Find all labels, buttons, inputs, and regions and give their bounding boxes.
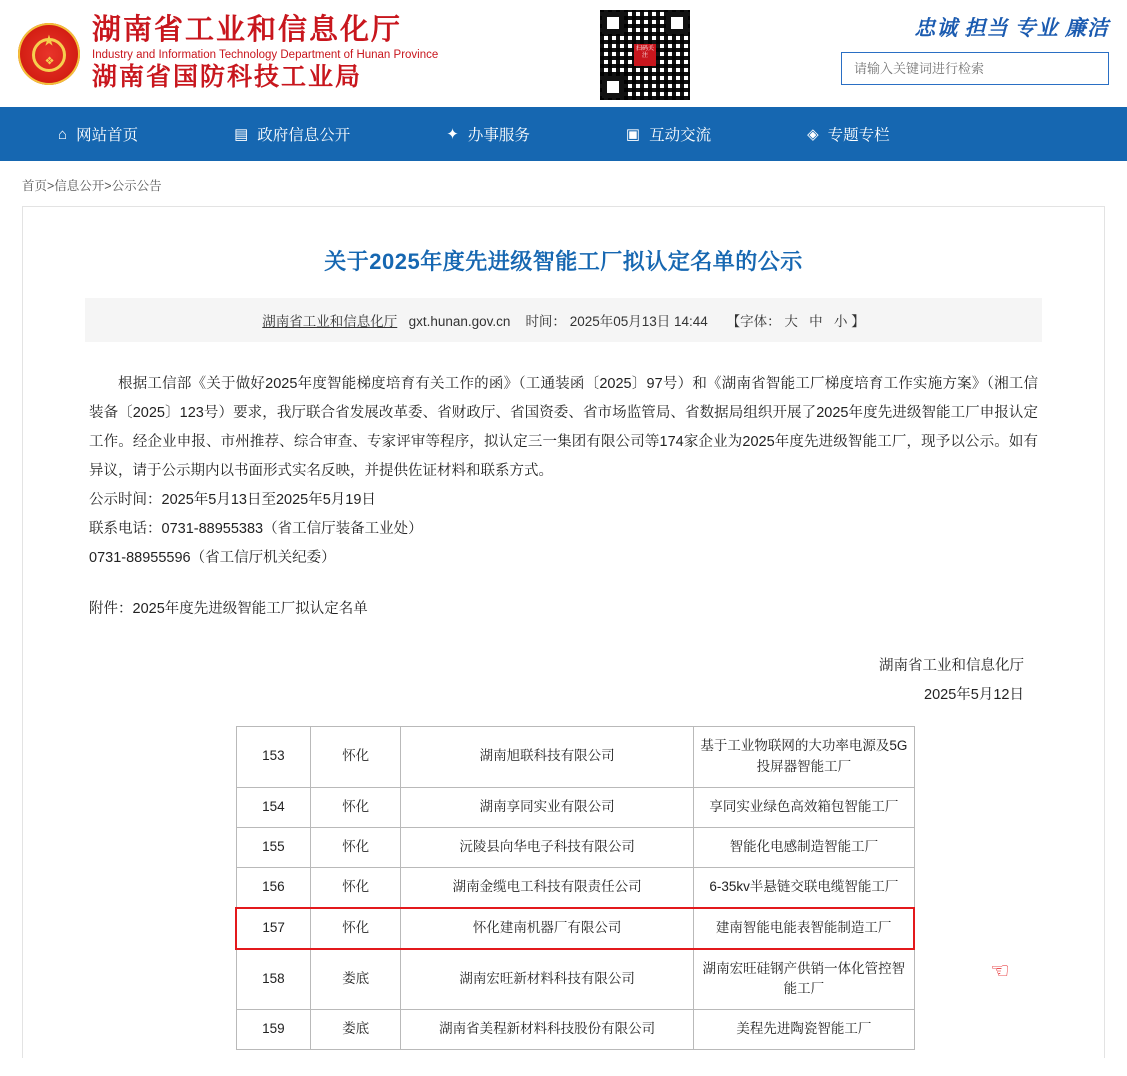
service-icon: ✦ <box>446 125 459 143</box>
cell-no: 159 <box>236 1010 311 1050</box>
article-source: 湖南省工业和信息化厅 <box>262 314 398 329</box>
table-row <box>236 727 914 788</box>
search-box[interactable] <box>841 52 1109 85</box>
cell-company: 湖南宏旺新材料科技有限公司 <box>401 949 694 1010</box>
cell-project: 建南智能电能表智能制造工厂 <box>694 908 914 949</box>
nav-item-label: 办事服务 <box>467 127 530 144</box>
font-size-close-bracket: 】 <box>851 314 865 329</box>
main-navigation <box>0 107 1127 161</box>
nav-item-topics[interactable] <box>807 123 890 145</box>
cell-project: 智能化电感制造智能工厂 <box>694 827 914 867</box>
font-size-large-button[interactable]: 大 <box>784 314 798 329</box>
org-titles <box>92 14 438 92</box>
table-row <box>236 827 914 867</box>
nav-item-label: 专题专栏 <box>827 127 890 144</box>
article-public-period: 公示时间：2025年5月13日至2025年5月19日 <box>89 492 376 508</box>
table-row <box>236 949 914 1010</box>
cell-project: 美程先进陶瓷智能工厂 <box>694 1010 914 1050</box>
cell-company: 怀化建南机器厂有限公司 <box>401 908 694 949</box>
cell-no: 157 <box>236 908 311 949</box>
article-time-value: 2025年05月13日 14:44 <box>569 314 708 329</box>
cell-no: 155 <box>236 827 311 867</box>
attachment-table <box>235 726 915 1050</box>
hand-pointer-icon: ☞ <box>990 958 1010 983</box>
search-input[interactable] <box>842 53 1108 84</box>
article-phone-1: 联系电话：0731-88955383（省工信厅装备工业处） <box>89 521 423 537</box>
header-right <box>841 12 1109 85</box>
cell-city: 怀化 <box>311 787 401 827</box>
emblem-star-icon: ★ <box>42 32 56 50</box>
cell-city: 娄底 <box>311 949 401 1010</box>
qr-code-icon <box>600 10 690 100</box>
cell-project: 湖南宏旺硅钢产供销一体化管控智能工厂 <box>694 949 914 1010</box>
cell-no: 154 <box>236 787 311 827</box>
page-title: 关于2025年度先进级智能工厂拟认定名单的公示 <box>324 249 803 274</box>
cell-company: 湖南金缆电工科技有限责任公司 <box>401 867 694 907</box>
org-title-line1: 湖南省工业和信息化厅 <box>92 14 403 47</box>
qr-finder-top-right <box>666 12 688 34</box>
article-meta-bar <box>85 298 1042 342</box>
breadcrumb[interactable]: 首页>信息公开>公示公告 <box>0 161 1127 206</box>
table-row <box>236 1010 914 1050</box>
article-attachment[interactable]: 附件：2025年度先进级智能工厂拟认定名单 <box>89 601 368 617</box>
cell-no: 158 <box>236 949 311 1010</box>
page-wrap <box>0 206 1127 1058</box>
nav-item-label: 互动交流 <box>649 127 712 144</box>
national-emblem-icon <box>18 23 80 85</box>
article-source-site: gxt.hunan.gov.cn <box>408 314 511 329</box>
cell-no: 153 <box>236 727 311 788</box>
nav-item-government-info[interactable] <box>234 123 350 145</box>
cell-company: 湖南旭联科技有限公司 <box>401 727 694 788</box>
nav-item-home[interactable] <box>58 123 138 145</box>
article-time-label: 时间： <box>525 314 566 329</box>
org-title-line2: 湖南省国防科技工业局 <box>92 63 363 91</box>
font-size-label: 【字体： <box>726 314 781 329</box>
nav-item-label: 网站首页 <box>76 127 139 144</box>
nav-item-label: 政府信息公开 <box>257 127 351 144</box>
cell-project: 享同实业绿色高效箱包智能工厂 <box>694 787 914 827</box>
article-card <box>22 206 1105 1058</box>
font-size-small-button[interactable]: 小 <box>833 314 848 329</box>
qr-finder-bottom-left <box>602 76 624 98</box>
cell-city: 娄底 <box>311 1010 401 1050</box>
document-icon: ▤ <box>234 125 249 143</box>
slogan-text: 忠诚 担当 专业 廉洁 <box>914 16 1109 40</box>
qr-finder-top-left <box>602 12 624 34</box>
signature-date: 2025年5月12日 <box>924 687 1024 703</box>
article-paragraph-1: 根据工信部《关于做好2025年度智能梯度培育有关工作的函》（工通装函〔2025〕97号）和《湖南省智能工厂梯度培育工作实施方案》（湘工信装备〔2025〕123号）要求，我厅联合省发展改革委、省财政厅、省国资委、省市场监管局、省数据局组织开展了2025年度先进级智能工厂申报认定工作。经企业申报、市州推荐、综合审查、专家评审等程序，拟认定三一集团有限公司等174家企业为2025年度先进级智能工厂，现予以公示。如有异议，请于公示期内以书面形式实名反映，并提供佐证材料和联系方式。 <box>89 376 1038 479</box>
home-icon: ⌂ <box>58 125 68 143</box>
chat-icon: ▣ <box>625 125 641 143</box>
nav-item-services[interactable] <box>446 123 530 145</box>
table-body <box>236 727 914 1050</box>
table-row <box>236 867 914 907</box>
cell-company: 湖南享同实业有限公司 <box>401 787 694 827</box>
table-row-highlighted <box>236 908 914 949</box>
cell-project: 6-35kv半悬链交联电缆智能工厂 <box>694 867 914 907</box>
org-title-english: Industry and Information Technology Department of Hunan Province <box>92 48 439 61</box>
cell-city: 怀化 <box>311 908 401 949</box>
cell-city: 怀化 <box>311 867 401 907</box>
site-header <box>0 0 1127 107</box>
cell-company: 沅陵县向华电子科技有限公司 <box>401 827 694 867</box>
font-size-medium-button[interactable]: 中 <box>809 314 823 329</box>
article-phone-2: 0731-88955596（省工信厅机关纪委） <box>89 550 336 566</box>
emblem-wheat-icon: ❖ <box>44 55 54 68</box>
cell-project: 基于工业物联网的大功率电源及5G投屏器智能工厂 <box>694 727 914 788</box>
cell-city: 怀化 <box>311 727 401 788</box>
article-signature <box>85 624 1042 710</box>
nav-item-interaction[interactable] <box>626 123 711 145</box>
layers-icon: ◈ <box>807 125 819 143</box>
article-body <box>85 342 1042 624</box>
signature-org: 湖南省工业和信息化厅 <box>879 658 1024 674</box>
qr-center-label: 扫码关注 <box>634 44 656 66</box>
attachment-table-wrap <box>85 710 1042 1050</box>
cell-city: 怀化 <box>311 827 401 867</box>
table-row <box>236 787 914 827</box>
cell-company: 湖南省美程新材料科技股份有限公司 <box>401 1010 694 1050</box>
cell-no: 156 <box>236 867 311 907</box>
